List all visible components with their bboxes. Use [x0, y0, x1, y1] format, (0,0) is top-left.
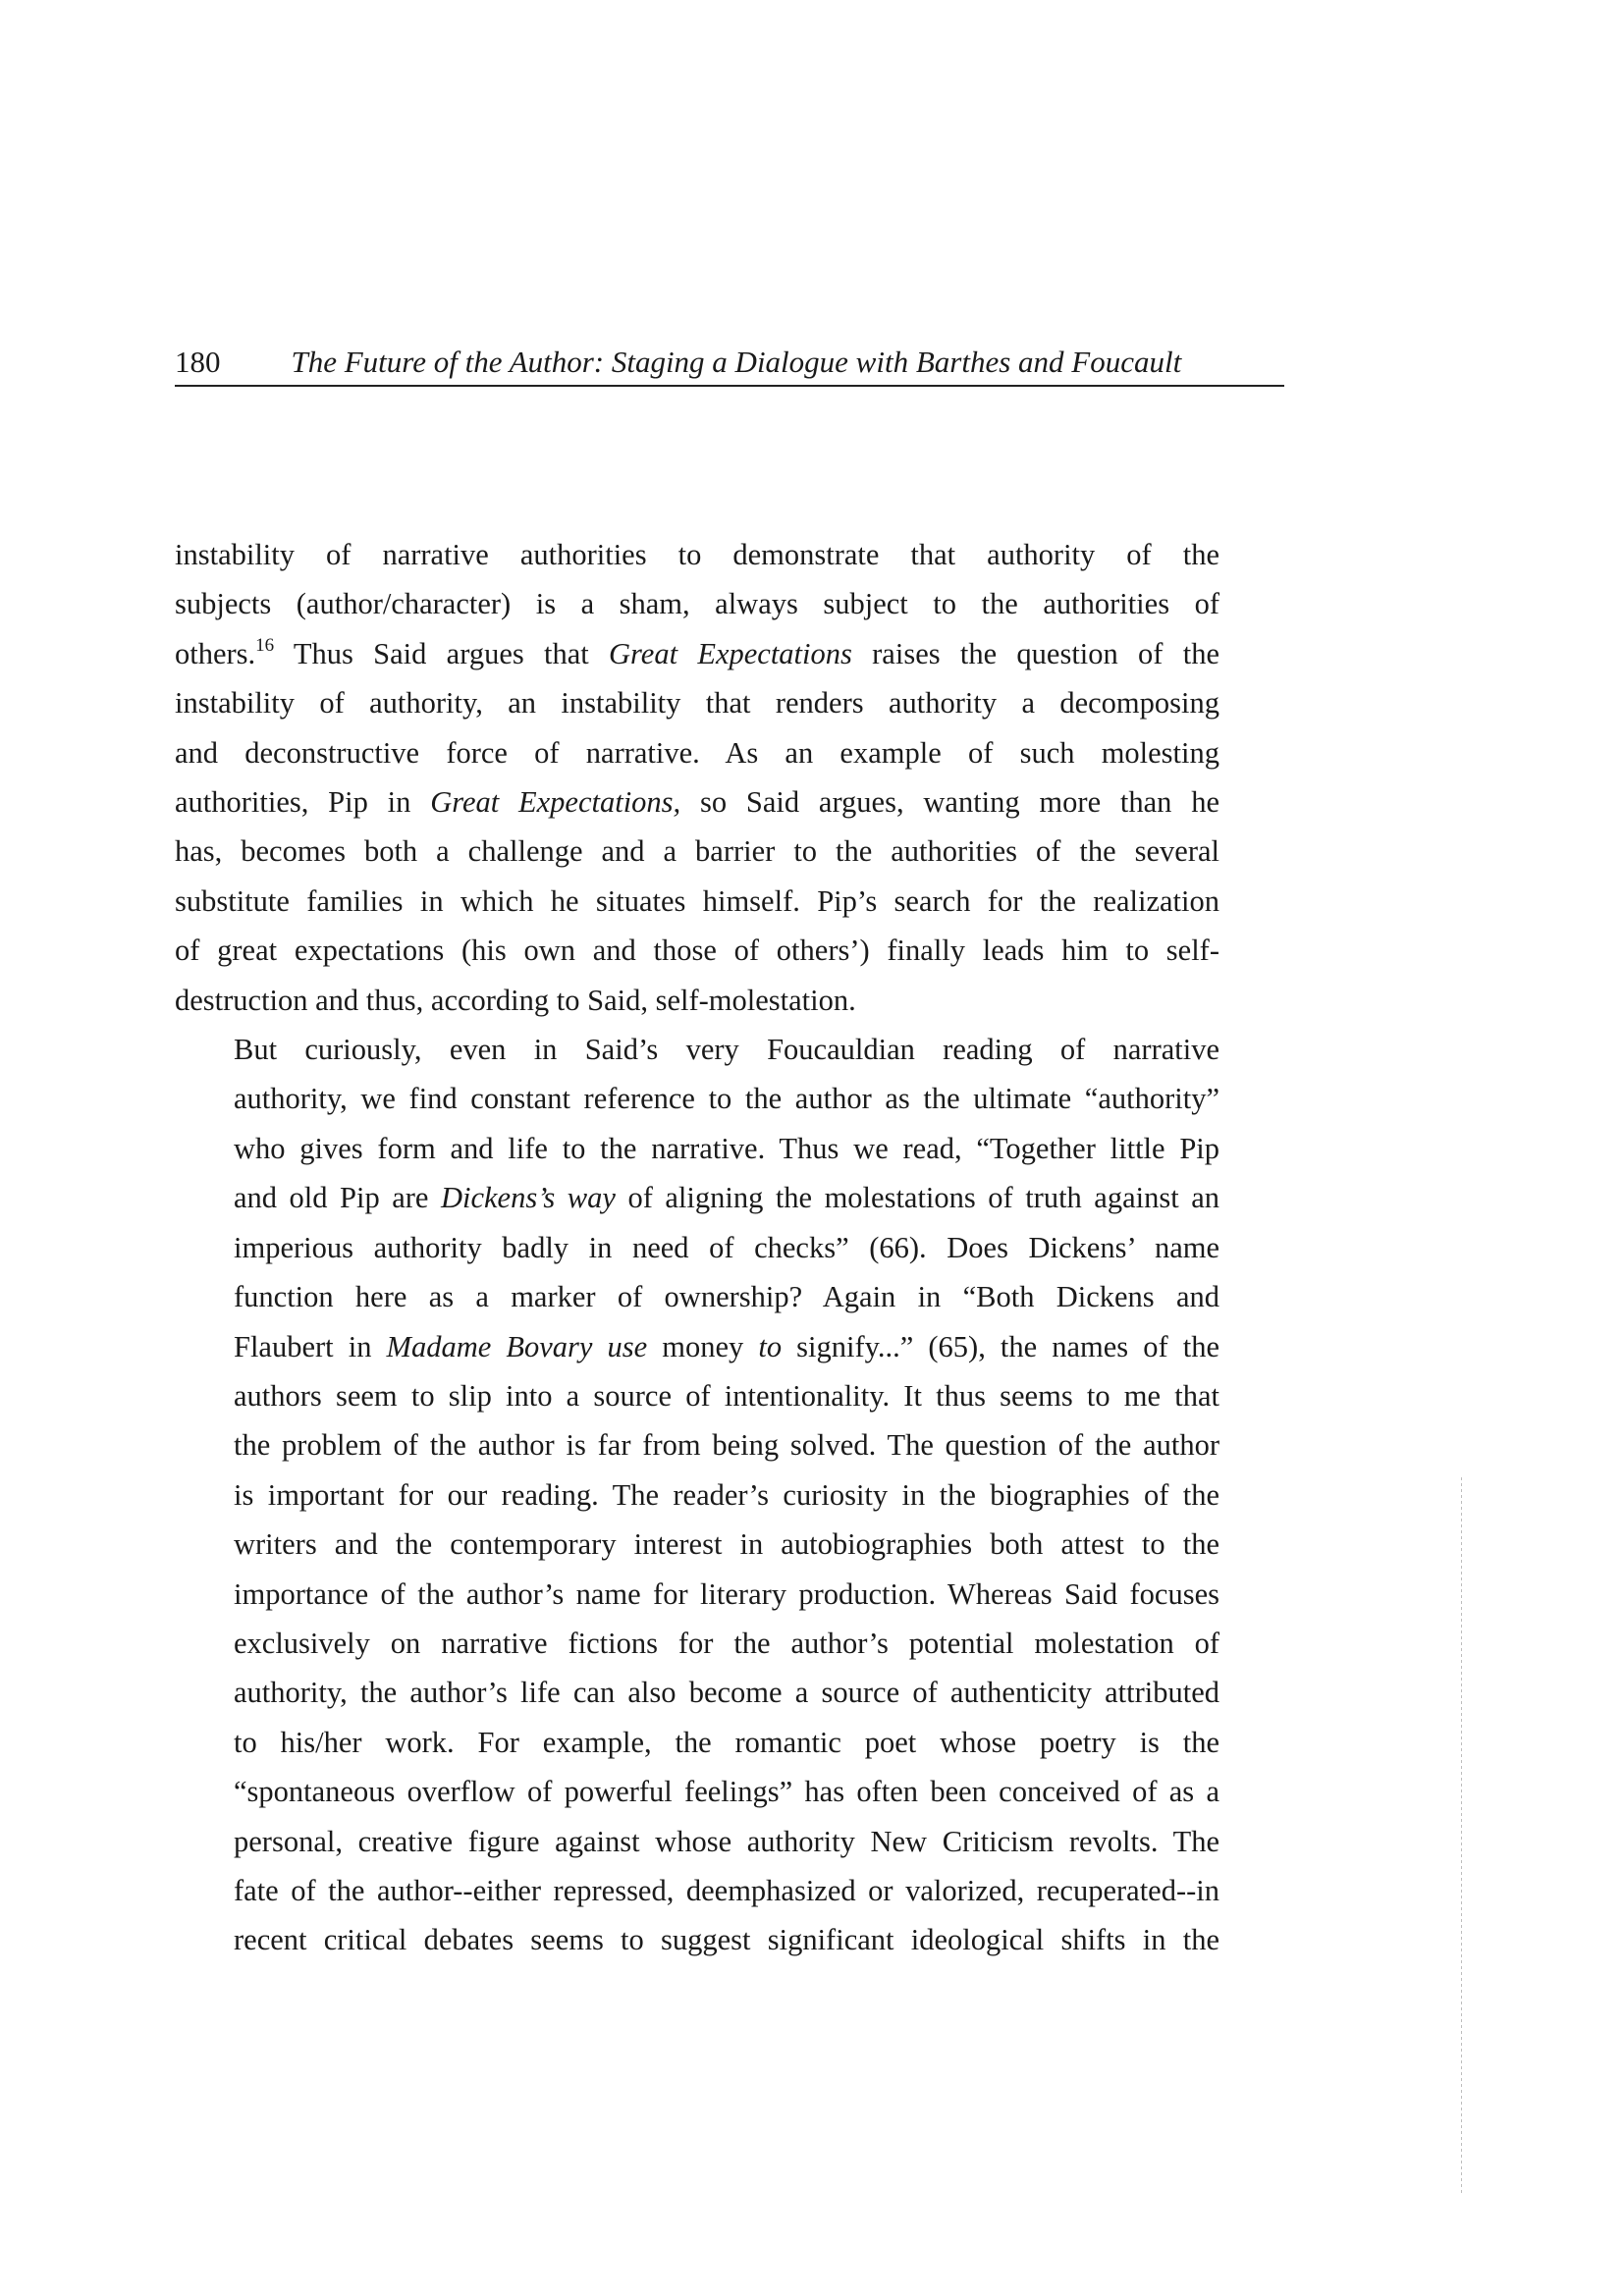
text-run: others. — [175, 636, 256, 670]
text-line — [175, 1322, 1219, 1371]
text-run: so Said argues, wanting more than he — [680, 785, 1219, 820]
text-line: importance of the author’s name for literary production. Whereas Said focuses — [234, 1576, 1219, 1611]
work-title: Great Expectations, — [430, 785, 681, 820]
emphasis: Dickens’s way — [440, 1181, 616, 1215]
text-run: money — [647, 1329, 759, 1363]
text-line — [175, 777, 1219, 827]
work-title: Madame Bovary use — [386, 1329, 648, 1363]
text-line: the problem of the author is far from being solved. The question of the author — [234, 1428, 1219, 1463]
text-line: to his/her work. For example, the romantic poet whose poetry is the — [234, 1725, 1219, 1759]
text-line — [175, 1173, 1219, 1222]
body-text — [175, 530, 1219, 1965]
text-line: has, becomes both a challenge and a barrier to the authorities of the several — [175, 834, 1219, 869]
text-line — [175, 629, 1219, 678]
text-line: and deconstructive force of narrative. As an example of such molesting — [175, 735, 1219, 770]
text-run: signify...” (65), the names of the — [782, 1329, 1220, 1363]
text-line: personal, creative figure against whose authority New Criticism revolts. The — [234, 1824, 1219, 1858]
running-title: The Future of the Author: Staging a Dialogue with Barthes and Foucault — [291, 345, 1182, 379]
footnote-marker: 16 — [255, 634, 275, 656]
text-line: authors seem to slip into a source of intentionality. It thus seems to me that — [234, 1378, 1219, 1413]
text-line: fate of the author--either repressed, deemphasized or valorized, recuperated--in — [234, 1873, 1219, 1907]
text-line: of great expectations (his own and those of others’) finally leads him to self- — [175, 934, 1219, 968]
text-line: who gives form and life to the narrative. Thus we read, “Together little Pip — [234, 1131, 1219, 1165]
running-header — [175, 344, 1284, 387]
text-line: function here as a marker of ownership? Again in “Both Dickens and — [234, 1280, 1219, 1314]
text-line: “spontaneous overflow of powerful feelings” has often been conceived of as a — [234, 1775, 1219, 1809]
text-line: substitute families in which he situates himself. Pip’s search for the realization — [175, 883, 1219, 918]
emphasis: to — [758, 1329, 783, 1363]
text-line: recent critical debates seems to suggest significant ideological shifts in the — [234, 1923, 1219, 1957]
text-line: exclusively on narrative fictions for the author’s potential molestation of — [234, 1626, 1219, 1660]
text-run: Thus Said argues that — [274, 636, 610, 670]
paragraph-2 — [175, 1025, 1219, 1965]
page-number: 180 — [175, 345, 221, 379]
text-line: authority, we find constant reference to the author as the ultimate “authority” — [234, 1082, 1219, 1116]
work-title: Great Expectations — [609, 636, 852, 670]
text-line: authority, the author’s life can also become a source of authenticity attributed — [234, 1676, 1219, 1710]
text-run: Flaubert in — [234, 1329, 387, 1363]
scan-artifact-line — [1461, 1477, 1462, 2194]
text-line: subjects (author/character) is a sham, always subject to the authorities of — [175, 587, 1219, 621]
text-line: But curiously, even in Said’s very Foucauldian reading of narrative — [234, 1033, 1219, 1067]
paragraph-1 — [175, 530, 1219, 1025]
text-run: of aligning the molestations of truth against an — [615, 1181, 1219, 1215]
text-line: imperious authority badly in need of checks” (66). Does Dickens’ name — [234, 1230, 1219, 1264]
text-line: instability of authority, an instability that renders authority a decomposing — [175, 686, 1219, 721]
text-line: destruction and thus, according to Said, self-molestation. — [175, 983, 856, 1017]
text-line: is important for our reading. The reader’s curiosity in the biographies of the — [234, 1477, 1219, 1512]
text-run: raises the question of the — [851, 636, 1219, 670]
text-line: writers and the contemporary interest in autobiographies both attest to the — [234, 1527, 1219, 1562]
text-line: instability of narrative authorities to demonstrate that authority of the — [175, 538, 1219, 571]
text-run: and old Pip are — [234, 1181, 441, 1215]
text-run: authorities, Pip in — [175, 785, 431, 820]
